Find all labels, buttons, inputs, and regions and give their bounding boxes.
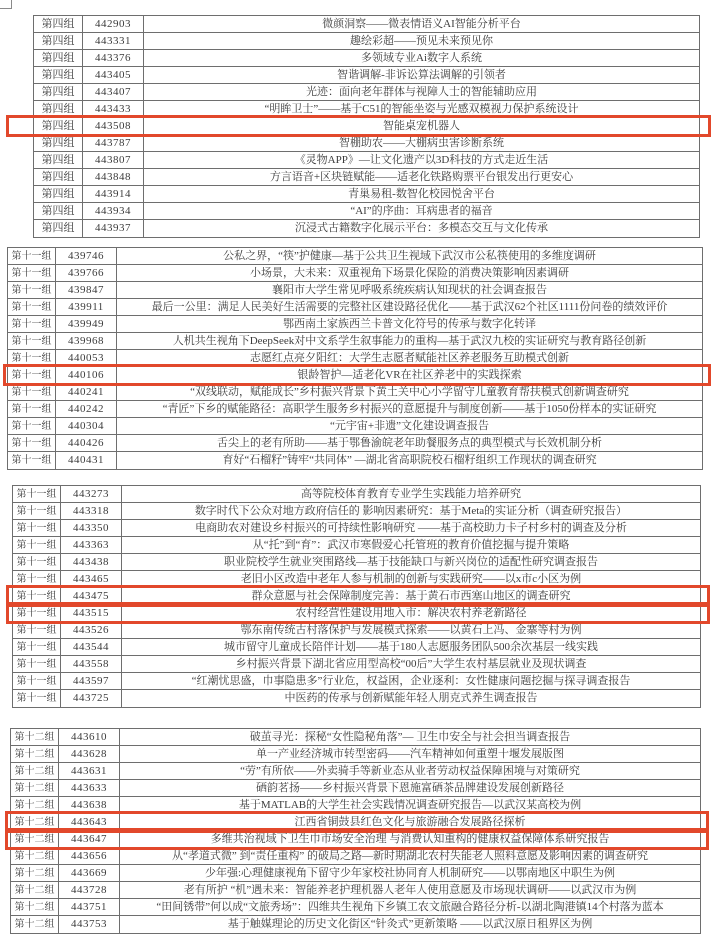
- group-cell: 第十二组: [11, 899, 59, 915]
- entry-id-cell: 440053: [56, 350, 117, 366]
- entry-id-cell: 443633: [59, 780, 120, 796]
- project-title-cell: 襄阳市大学生常见呼吸系统疾病认知现状的社会调查报告: [272, 284, 547, 296]
- group-cell: 第十一组: [8, 418, 56, 434]
- table-row[interactable]: [13, 571, 700, 588]
- entry-id-cell: 443725: [61, 690, 122, 707]
- table-row[interactable]: [34, 152, 699, 169]
- group-cell: 第十一组: [8, 435, 56, 451]
- entry-id-cell: 443647: [59, 831, 120, 847]
- table-row[interactable]: [8, 316, 702, 333]
- table-row[interactable]: [8, 299, 702, 316]
- table-row[interactable]: [8, 384, 702, 401]
- entry-id-cell: 440304: [56, 418, 117, 434]
- project-title-cell: 青巢易租-数智化校园悦舍平台: [348, 188, 495, 200]
- table-row[interactable]: [11, 780, 700, 797]
- table-row[interactable]: [11, 899, 700, 916]
- table-row[interactable]: [11, 831, 700, 848]
- project-title-cell: 农村经营性建设用地入市：解决农村养老新路径: [295, 607, 527, 619]
- table-row[interactable]: [13, 537, 700, 554]
- group-cell: 第十一组: [13, 639, 61, 655]
- table-row[interactable]: [11, 882, 700, 899]
- group-cell: 第四组: [34, 101, 83, 117]
- table-row[interactable]: [34, 118, 699, 135]
- project-title-cell: 基于MATLAB的大学生社会实践情况调查研究报告—以武汉某高校为例: [238, 799, 582, 811]
- group-cell: 第十二组: [11, 780, 59, 796]
- group-cell: 第十一组: [13, 673, 61, 689]
- entry-id-cell: 443363: [61, 537, 122, 553]
- group-cell: 第十二组: [11, 916, 59, 933]
- group-cell: 第十一组: [8, 265, 56, 281]
- table-row[interactable]: [13, 622, 700, 639]
- project-title-cell: 基于触媒理论的历史文化街区“针灸式”更新策略 ——以武汉原日租界区为例: [227, 918, 593, 930]
- project-title-cell: 高等院校体育教育专业学生实践能力培养研究: [301, 488, 521, 500]
- entry-id-cell: 439968: [56, 333, 117, 349]
- group-cell: 第四组: [34, 118, 83, 134]
- table-row[interactable]: [11, 763, 700, 780]
- project-title-cell: 电商助农对建设乡村振兴的可持续性影响研究 ——基于高校助力卡子村乡村的调查及分析: [195, 522, 627, 534]
- project-title-cell: 中医药的传承与创新赋能年轻人朋克式养生调查报告: [284, 692, 538, 704]
- project-title-cell: 老旧小区改造中老年人参与机制的创新与实践研究——以x市c小区为例: [240, 573, 582, 585]
- entry-id-cell: 440431: [56, 452, 117, 469]
- entry-id-cell: 443914: [83, 186, 144, 202]
- project-title-cell: 方言语音+区块链赋能——适老化铁路购票平台银发出行更安心: [269, 171, 574, 183]
- table-row[interactable]: [8, 418, 702, 435]
- project-title-cell: 数字时代下公众对地方政府信任的 影响因素研究：基于Meta的实证分析（调查研究报告）: [194, 505, 628, 517]
- group-cell: 第十一组: [13, 520, 61, 536]
- project-title-cell: 育好“石榴籽”铸牢“共同体” —湖北省高职院校石榴籽组织工作现状的调查研究: [222, 454, 597, 466]
- group-cell: 第十二组: [11, 831, 59, 847]
- project-title-cell: “双线联动，赋能成长”乡村振兴背景下黄土关中心小学留守儿童教育帮扶模式创新调查研究: [190, 386, 629, 398]
- group-cell: 第十二组: [11, 865, 59, 881]
- group-cell: 第四组: [34, 16, 83, 32]
- project-table-group-4: [33, 15, 700, 238]
- project-title-cell: 鄂西南土家族西兰卡普文化符号的传承与数字化转译: [283, 318, 536, 330]
- project-title-cell: 微颜洞察——微表情语义AI智能分析平台: [322, 18, 521, 30]
- table-row[interactable]: [13, 588, 700, 605]
- group-cell: 第十二组: [11, 729, 59, 745]
- table-row[interactable]: [8, 401, 702, 418]
- group-cell: 第十二组: [11, 814, 59, 830]
- group-cell: 第十一组: [8, 316, 56, 332]
- group-cell: 第十一组: [13, 588, 61, 604]
- group-cell: 第四组: [34, 169, 83, 185]
- entry-id-cell: 443934: [83, 203, 144, 219]
- entry-id-cell: 443331: [83, 33, 144, 49]
- entry-id-cell: 443597: [61, 673, 122, 689]
- entry-id-cell: 440426: [56, 435, 117, 451]
- group-cell: 第十一组: [13, 571, 61, 587]
- group-cell: 第十二组: [11, 848, 59, 864]
- group-cell: 第十一组: [13, 605, 61, 621]
- entry-id-cell: 439911: [56, 299, 117, 315]
- group-cell: 第十一组: [13, 503, 61, 519]
- entry-id-cell: 443807: [83, 152, 144, 168]
- table-row[interactable]: [34, 220, 699, 237]
- table-row[interactable]: [11, 865, 700, 882]
- table-row[interactable]: [13, 503, 700, 520]
- table-row[interactable]: [13, 673, 700, 690]
- project-title-cell: 乡村振兴背景下湖北省应用型高校“00后”大学生农村基层就业及现状调查: [235, 658, 587, 670]
- group-cell: 第四组: [34, 135, 83, 151]
- clipped-table-corner: [0, 0, 12, 9]
- group-cell: 第四组: [34, 84, 83, 100]
- table-row[interactable]: [8, 367, 702, 384]
- entry-id-cell: 443318: [61, 503, 122, 519]
- project-title-cell: 硒韵茗扬——乡村振兴背景下恩施富硒茶品牌建设发展创新路径: [256, 782, 564, 794]
- table-row[interactable]: [8, 350, 702, 367]
- group-cell: 第四组: [34, 67, 83, 83]
- table-row[interactable]: [8, 248, 702, 265]
- project-title-cell: 小场景，大未来：双重视角下场景化保险的消费决策影响因素调研: [250, 267, 569, 279]
- table-row[interactable]: [8, 452, 702, 469]
- project-title-cell: “元宇宙+非遗”文化建设调查报告: [330, 420, 489, 432]
- entry-id-cell: 443544: [61, 639, 122, 655]
- table-row[interactable]: [34, 186, 699, 203]
- entry-id-cell: 440242: [56, 401, 117, 417]
- project-title-cell: 智能桌宠机器人: [383, 120, 460, 132]
- project-title-cell: 沉浸式古籍数字化展示平台：多模态交互与文化传承: [295, 222, 548, 234]
- entry-id-cell: 443475: [61, 588, 122, 604]
- project-title-cell: 单一产业经济城市转型密码——汽车精神如何重塑十堰发展版图: [256, 748, 564, 760]
- entry-id-cell: 439746: [56, 248, 117, 264]
- entry-id-cell: 443526: [61, 622, 122, 638]
- project-title-cell: 少年强:心理健康视角下留守少年家校社协同育人机制研究——以鄂南地区中职生为例: [204, 867, 616, 879]
- group-cell: 第四组: [34, 220, 83, 237]
- group-cell: 第四组: [34, 33, 83, 49]
- entry-id-cell: 439949: [56, 316, 117, 332]
- project-title-cell: 志愿红点亮夕阳红：大学生志愿者赋能社区养老服务互助模式创新: [250, 352, 569, 364]
- group-cell: 第十一组: [8, 248, 56, 264]
- project-title-cell: 最后一公里：满足人民美好生活需要的完整社区建设路径优化——基于武汉62个社区1111份问卷的绩效评价: [151, 301, 668, 313]
- project-title-cell: 城市留守儿童成长陪伴计划——基于180人志愿服务团队500余次基层一线实践: [224, 641, 598, 653]
- entry-id-cell: 443669: [59, 865, 120, 881]
- table-row[interactable]: [13, 554, 700, 571]
- table-row[interactable]: [8, 333, 702, 350]
- entry-id-cell: 443407: [83, 84, 144, 100]
- entry-id-cell: 443515: [61, 605, 122, 621]
- project-title-cell: 智棚助农——大棚病虫害诊断系统: [339, 137, 504, 149]
- project-title-cell: “劳”有所依——外卖骑手等新业态从业者劳动权益保障困境与对策研究: [240, 765, 580, 777]
- project-title-cell: 多维共治视域下卫生巾市场安全治理 与消费认知重构的健康权益保障体系研究报告: [210, 833, 610, 845]
- group-cell: 第十一组: [8, 367, 56, 383]
- table-row[interactable]: [34, 16, 699, 33]
- entry-id-cell: 443508: [83, 118, 144, 134]
- table-row[interactable]: [13, 690, 700, 707]
- table-row[interactable]: [13, 605, 700, 622]
- project-title-cell: 老有所护 “机”遇未来：智能养老护理机器人老年人使用意愿及市场现状调研——以武汉市为例: [183, 884, 637, 896]
- table-row[interactable]: [13, 656, 700, 673]
- project-title-cell: 多领域专业Ai数字人系统: [361, 52, 482, 64]
- group-cell: 第十一组: [13, 537, 61, 553]
- project-title-cell: 破茧寻光：探秘“女性隐秘角落”— 卫生巾安全与社会担当调查报告: [249, 731, 571, 743]
- group-cell: 第十一组: [8, 299, 56, 315]
- project-title-cell: 趣绘彩超——预见未来预见你: [350, 35, 493, 47]
- table-row[interactable]: [13, 639, 700, 656]
- project-title-cell: 舌尖上的老有所助——基于鄂鲁渝皖老年助餐服务点的典型模式与长效机制分析: [217, 437, 602, 449]
- table-row[interactable]: [34, 135, 699, 152]
- entry-id-cell: 443610: [59, 729, 120, 745]
- group-cell: 第十一组: [13, 656, 61, 672]
- project-title-cell: “AI”的序曲：耳病患者的福音: [350, 205, 493, 217]
- entry-id-cell: 443376: [83, 50, 144, 66]
- table-row[interactable]: [34, 33, 699, 50]
- entry-id-cell: 443558: [61, 656, 122, 672]
- project-title-cell: “青匠”下乡的赋能路径：高职学生服务乡村振兴的意愿提升与制度创新——基于1050份样本的实证研究: [162, 403, 657, 415]
- entry-id-cell: 443465: [61, 571, 122, 587]
- entry-id-cell: 443643: [59, 814, 120, 830]
- group-cell: 第十一组: [13, 622, 61, 638]
- table-row[interactable]: [34, 50, 699, 67]
- table-row[interactable]: [34, 101, 699, 118]
- entry-id-cell: 443753: [59, 916, 120, 933]
- entry-id-cell: 443638: [59, 797, 120, 813]
- entry-id-cell: 443433: [83, 101, 144, 117]
- group-cell: 第十一组: [13, 554, 61, 570]
- project-title-cell: 从“孝道式微” 到“责任重构” 的破局之路—新时期湖北农村失能老人照料意愿及影响因素的调查研究: [171, 850, 649, 862]
- group-cell: 第十一组: [8, 333, 56, 349]
- table-row[interactable]: [11, 848, 700, 865]
- project-title-cell: “明眸卫士”——基于C51的智能坐姿与光感双模视力保护系统设计: [264, 103, 579, 115]
- project-title-cell: 银龄智护—适老化VR在社区养老中的实践探索: [297, 369, 522, 381]
- group-cell: 第十一组: [8, 282, 56, 298]
- group-cell: 第十二组: [11, 763, 59, 779]
- table-row[interactable]: [34, 169, 699, 186]
- table-row[interactable]: [11, 746, 700, 763]
- entry-id-cell: 443273: [61, 486, 122, 502]
- group-cell: 第四组: [34, 152, 83, 168]
- group-cell: 第四组: [34, 186, 83, 202]
- project-title-cell: 智谐调解-非诉讼算法调解的引领者: [337, 69, 506, 81]
- group-cell: 第十一组: [13, 486, 61, 502]
- entry-id-cell: 443405: [83, 67, 144, 83]
- table-row[interactable]: [11, 814, 700, 831]
- table-row[interactable]: [13, 486, 700, 503]
- project-title-cell: 鄂东南传统古村落保护与发展模式探索——以黄石上冯、金寨等村为例: [240, 624, 582, 636]
- project-title-cell: 《灵物APP》—让文化遗产以3D科技的方式走近生活: [294, 154, 549, 166]
- group-cell: 第四组: [34, 50, 83, 66]
- project-table-group-12: [10, 728, 701, 934]
- table-row[interactable]: [34, 67, 699, 84]
- project-title-cell: 江西省铜鼓县红色文化与旅游融合发展路径探析: [294, 816, 526, 828]
- entry-id-cell: 443631: [59, 763, 120, 779]
- group-cell: 第十二组: [11, 882, 59, 898]
- group-cell: 第十二组: [11, 746, 59, 762]
- table-row[interactable]: [11, 916, 700, 933]
- entry-id-cell: 443937: [83, 220, 144, 237]
- table-row[interactable]: [8, 282, 702, 299]
- entry-id-cell: 439847: [56, 282, 117, 298]
- entry-id-cell: 439766: [56, 265, 117, 281]
- project-title-cell: 群众意愿与社会保障制度完善：基于黄石市西塞山地区的调查研究: [251, 590, 571, 602]
- table-row[interactable]: [13, 520, 700, 537]
- project-title-cell: “田间锈带”何以成“文旅秀场”：四维共生视角下乡镇工农文旅融合路径分析-以湖北陶港镇14个村落为蓝本: [156, 901, 664, 913]
- group-cell: 第十一组: [13, 690, 61, 707]
- table-row[interactable]: [8, 435, 702, 452]
- table-row[interactable]: [8, 265, 702, 282]
- group-cell: 第十一组: [8, 350, 56, 366]
- table-row[interactable]: [34, 203, 699, 220]
- entry-id-cell: 443438: [61, 554, 122, 570]
- project-title-cell: 从“托”到“育”：武汉市寒假爱心托管班的教育价值挖掘与提升策略: [252, 539, 570, 551]
- group-cell: 第十二组: [11, 797, 59, 813]
- group-cell: 第十一组: [8, 384, 56, 400]
- project-title-cell: 光迹：面向老年群体与视障人士的智能辅助应用: [306, 86, 537, 98]
- project-table-group-11-b: [12, 485, 701, 708]
- project-title-cell: “红潮忧思盛，巾事隐患多”行业危，权益困，企业逐利：女性健康问题挖掘与探寻调查报告: [191, 675, 631, 687]
- table-row[interactable]: [11, 797, 700, 814]
- table-row[interactable]: [34, 84, 699, 101]
- entry-id-cell: 440106: [56, 367, 117, 383]
- entry-id-cell: 443751: [59, 899, 120, 915]
- entry-id-cell: 442903: [83, 16, 144, 32]
- project-title-cell: 职业院校学生就业突围路线—基于技能缺口与新兴岗位的适配性研究调查报告: [224, 556, 598, 568]
- group-cell: 第十一组: [8, 401, 56, 417]
- entry-id-cell: 443628: [59, 746, 120, 762]
- entry-id-cell: 440241: [56, 384, 117, 400]
- entry-id-cell: 443728: [59, 882, 120, 898]
- project-title-cell: 人机共生视角下DeepSeek对中文系学生叙事能力的重构—基于武汉九校的实证研究与教育路径创新: [172, 335, 647, 347]
- entry-id-cell: 443787: [83, 135, 144, 151]
- entry-id-cell: 443350: [61, 520, 122, 536]
- entry-id-cell: 443656: [59, 848, 120, 864]
- table-row[interactable]: [11, 729, 700, 746]
- group-cell: 第四组: [34, 203, 83, 219]
- group-cell: 第十一组: [8, 452, 56, 469]
- project-title-cell: 公私之界，“筷”护健康—基于公共卫生视域下武汉市公私筷使用的多维度调研: [223, 250, 596, 262]
- entry-id-cell: 443848: [83, 169, 144, 185]
- project-table-group-11-a: [7, 247, 703, 470]
